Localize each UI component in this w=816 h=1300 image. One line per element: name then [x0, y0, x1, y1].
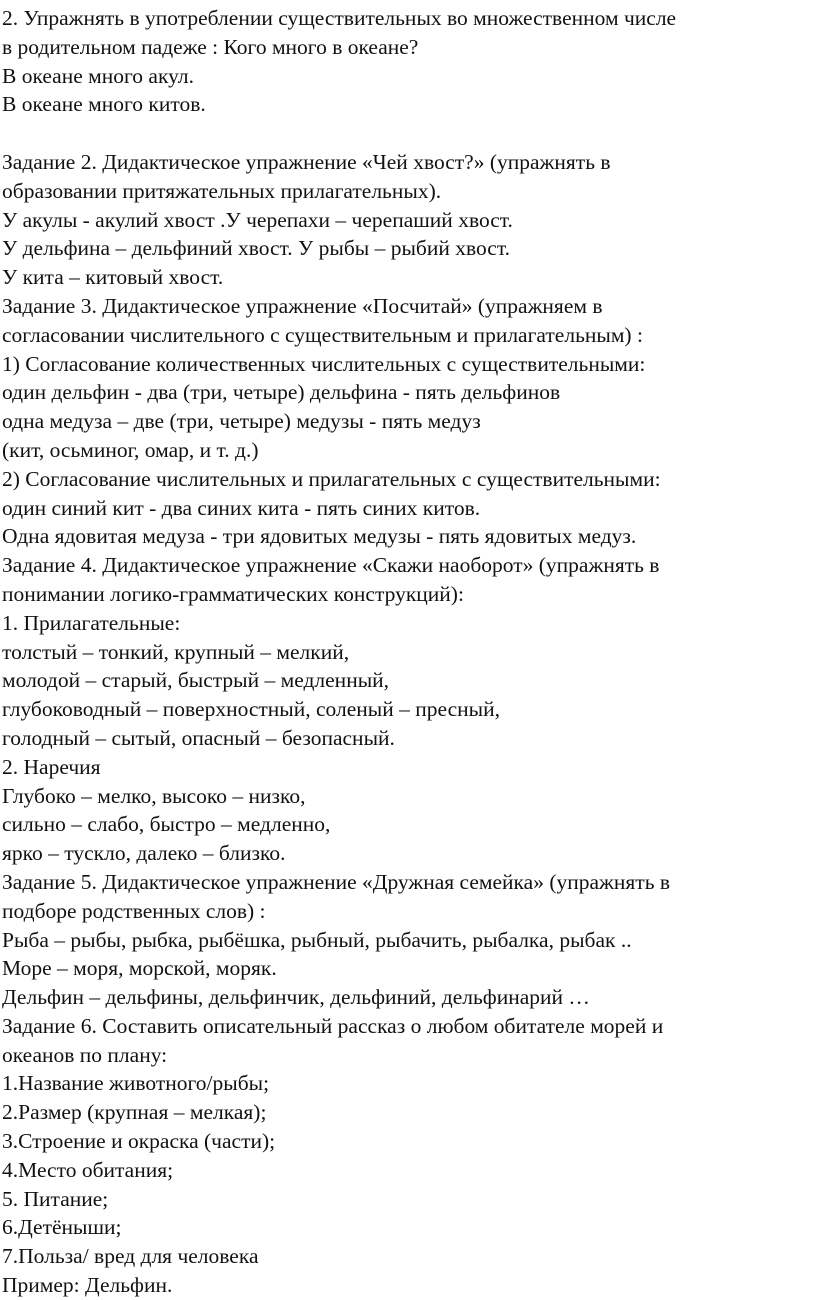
text-line: в родительном падеже : Кого много в океане? [2, 34, 419, 59]
text-line: 1.Название животного/рыбы; [2, 1071, 270, 1096]
text-line: В океане много акул. [2, 63, 195, 88]
text-line: 3.Строение и окраска (части); [2, 1129, 276, 1154]
text-line: У кита – китовый хвост. [2, 265, 224, 290]
text-line: ярко – тускло, далеко – близко. [2, 841, 286, 866]
text-line: 2. Наречия [2, 754, 101, 779]
text-line: Задание 5. Дидактическое упражнение «Дружная семейка» (упражнять в [2, 869, 671, 894]
text-line: 5. Питание; [2, 1186, 109, 1211]
text-line: В океане много китов. [2, 92, 206, 117]
text-line: Задание 6. Составить описательный рассказ о любом обитателе морей и [2, 1013, 664, 1038]
text-line: Рыба – рыбы, рыбка, рыбёшка, рыбный, рыбачить, рыбалка, рыбак .. [2, 927, 632, 952]
text-line: один дельфин - два (три, четыре) дельфина - пять дельфинов [2, 380, 561, 405]
text-line: подборе родственных слов) : [2, 898, 266, 923]
text-line: 2) Согласование числительных и прилагательных с существительными: [2, 466, 661, 491]
text-line: Задание 4. Дидактическое упражнение «Скажи наоборот» (упражнять в [2, 553, 660, 578]
text-line: 2. Упражнять в употреблении существительных во множественном числе [2, 6, 677, 30]
text-line: Одна ядовитая медуза - три ядовитых медузы - пять ядовитых медуз. [2, 524, 637, 549]
text-line: толстый – тонкий, крупный – мелкий, [2, 639, 350, 664]
text-line: 1) Согласование количественных числительных с существительными: [2, 351, 646, 376]
text-line: Дельфин – дельфины, дельфинчик, дельфиний, дельфинарий … [2, 985, 590, 1010]
text-line: голодный – сытый, опасный – безопасный. [2, 725, 395, 750]
text-line: 1. Прилагательные: [2, 610, 181, 635]
text-line: глубоководный – поверхностный, соленый – пресный, [2, 697, 500, 722]
text-line: Пример: Дельфин. [2, 1273, 173, 1298]
text-line: У акулы - акулий хвост .У черепахи – черепаший хвост. [2, 207, 513, 232]
text-line: один синий кит - два синих кита - пять синих китов. [2, 495, 481, 520]
text-line: 4.Место обитания; [2, 1157, 174, 1182]
text-line: 2.Размер (крупная – мелкая); [2, 1100, 267, 1125]
blank-line [2, 119, 816, 148]
text-line: У дельфина – дельфиний хвост. У рыбы – рыбий хвост. [2, 236, 510, 261]
text-line: Задание 3. Дидактическое упражнение «Посчитай» (упражняем в [2, 293, 603, 318]
text-line: 6.Детёныши; [2, 1215, 122, 1240]
text-line: Задание 2. Дидактическое упражнение «Чей хвост?» (упражнять в [2, 149, 611, 174]
text-line: образовании притяжательных прилагательных). [2, 178, 442, 203]
text-line: сильно – слабо, быстро – медленно, [2, 812, 331, 837]
text-line: Море – моря, морской, моряк. [2, 956, 277, 981]
text-line: (кит, осьминог, омар, и т. д.) [2, 437, 259, 462]
text-line: одна медуза – две (три, четыре) медузы - пять медуз [2, 409, 481, 434]
text-line: Глубоко – мелко, высоко – низко, [2, 783, 306, 808]
text-line: понимании логико-грамматических конструкций): [2, 581, 464, 606]
text-line: океанов по плану: [2, 1042, 168, 1067]
text-line: молодой – старый, быстрый – медленный, [2, 668, 390, 693]
text-line: согласовании числительного с существительным и прилагательным) : [2, 322, 643, 347]
text-line: 7.Польза/ вред для человека [2, 1244, 259, 1269]
